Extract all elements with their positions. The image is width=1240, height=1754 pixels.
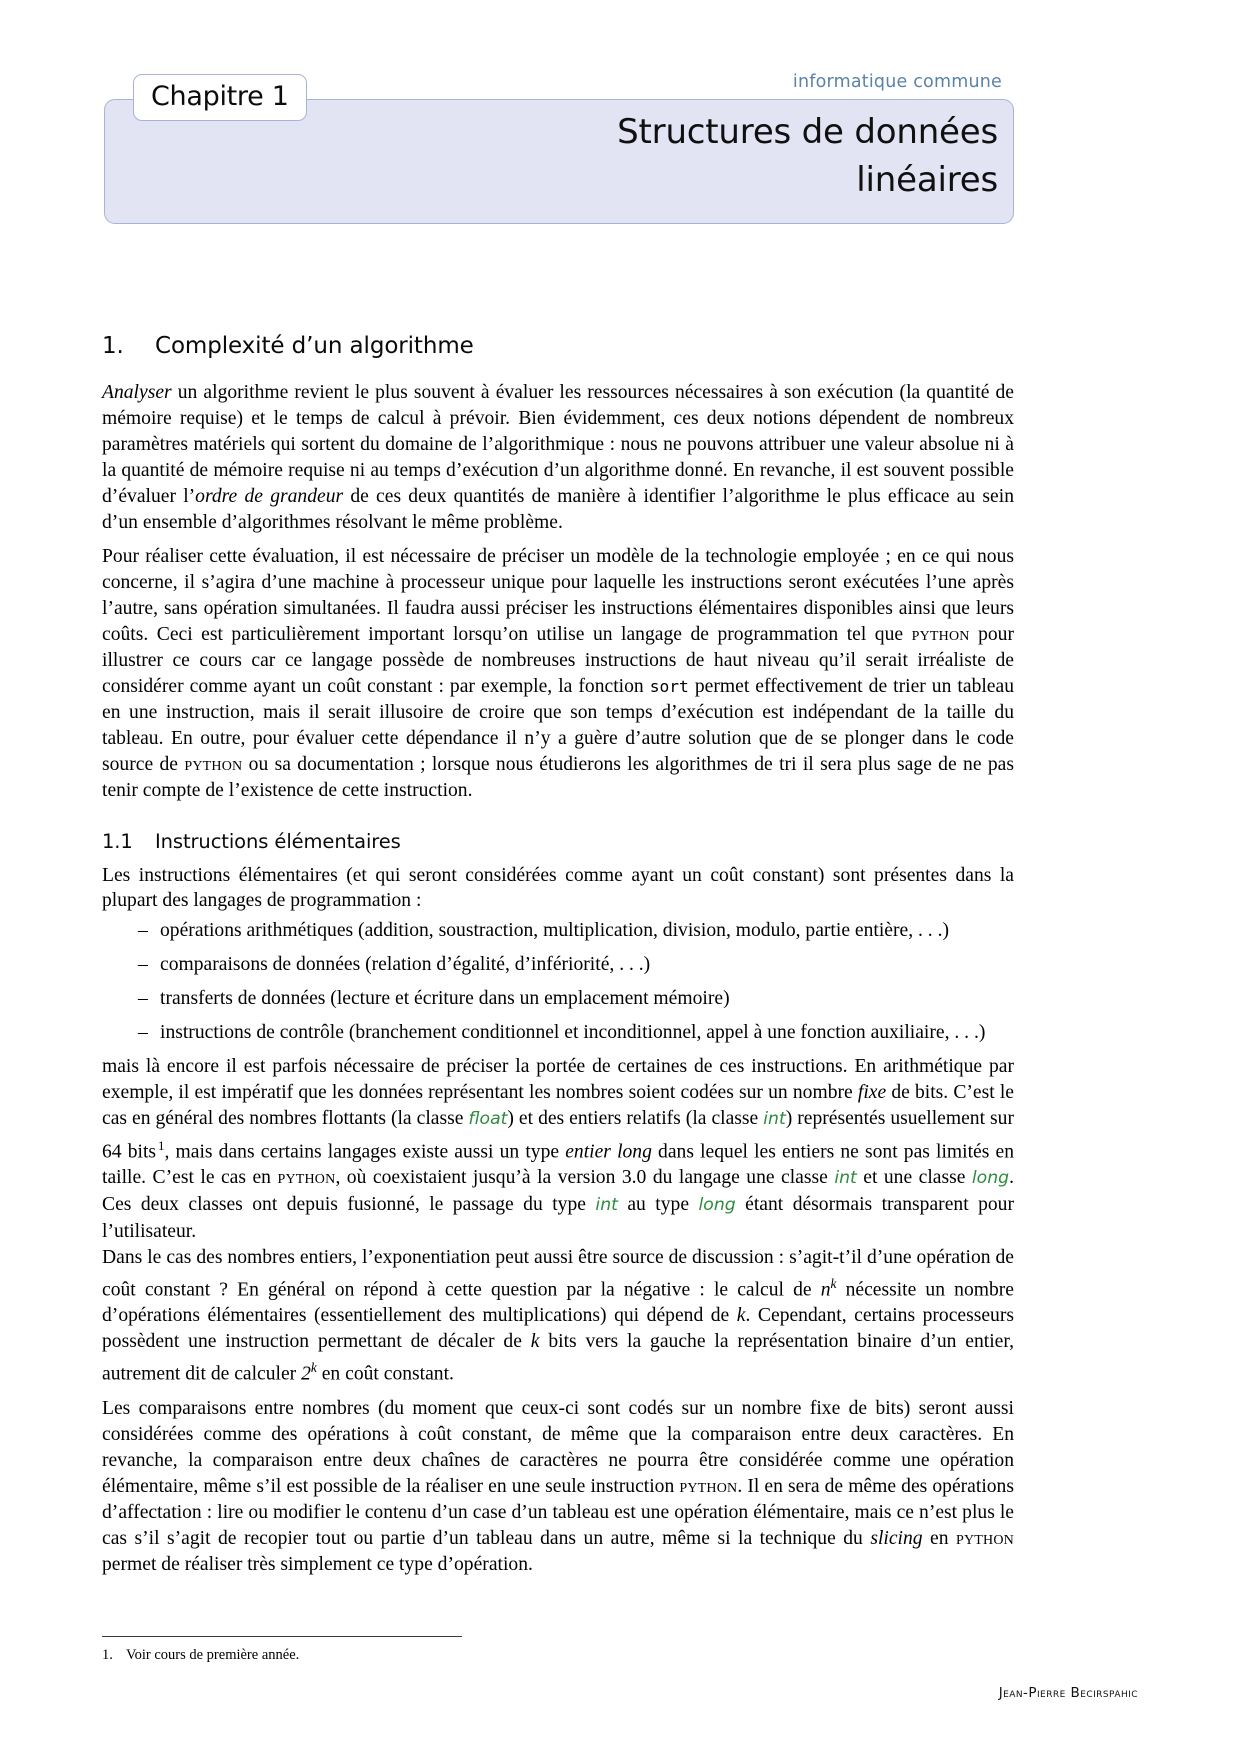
footnote-separator-rule: [102, 1636, 462, 1637]
paragraph-comparaisons-text-3: en: [922, 1527, 956, 1549]
inline-python-1: python: [911, 624, 970, 646]
paragraph-portee-text-2: de bits. C’est le cas en général des nombres flottants (la classe: [102, 1081, 1014, 1129]
emphasis-slicing: slicing: [870, 1527, 923, 1549]
keyword-int-1: int: [763, 1108, 786, 1129]
section-heading-1: [102, 333, 1014, 359]
math-n-exponent: k: [830, 1275, 837, 1291]
paragraph-evaluation-text-4: ou sa documentation ; lorsque nous étudierons les algorithmes de tri il sera plus sage de ne pas tenir compte de l’existence de cette instruction.: [102, 753, 1014, 801]
paragraph-analyser: [102, 380, 1014, 535]
paragraph-comparaisons-text-4: permet de réaliser très simplement ce type d’opération.: [102, 1553, 533, 1575]
chapter-tag: Chapitre 1: [133, 74, 307, 121]
inline-python-5: python: [956, 1527, 1014, 1549]
keyword-long-2: long: [698, 1195, 736, 1215]
inline-python-4: python: [679, 1476, 738, 1498]
paragraph-portee-text-8: et une classe: [856, 1167, 972, 1189]
keyword-int-3: int: [595, 1195, 618, 1215]
list-item: [138, 918, 1014, 944]
dash-bullet-icon: –: [138, 920, 148, 942]
emphasis-fixe: fixe: [857, 1081, 887, 1103]
paragraph-portee-text-6: dans lequel les entiers ne sont pas limités en taille. C’est le cas en: [102, 1141, 1014, 1189]
paragraph-evaluation-text-1: Pour réaliser cette évaluation, il est nécessaire de préciser un modèle de la technologie employée ; en ce qui nous concerne, il s’agira d’une machine à processeur unique pour laquelle les instructions seront exécutées l’une après l’autre, sans opération simultanées. Il faudra aussi préciser les instructions élémentaires disponibles ainsi que leurs coûts. Ceci est particulièrement important lorsqu’on utilise un langage de programmation tel que: [102, 546, 1014, 646]
keyword-long-1: long: [971, 1168, 1010, 1189]
footnote-item: [102, 1646, 1014, 1665]
math-2-exponent: k: [310, 1359, 317, 1375]
dash-bullet-icon: –: [138, 1022, 148, 1044]
section-number: 1.: [102, 333, 124, 359]
list-item-label: comparaisons de données (relation d’égalité, d’infériorité, . . .): [160, 954, 651, 976]
list-item: [138, 952, 1014, 978]
list-item-label: opérations arithmétiques (addition, soustraction, multiplication, division, modulo, partie entière, . . .): [160, 920, 950, 942]
math-k-1: k: [736, 1305, 746, 1327]
paragraph-portee-text-10: au type: [617, 1194, 699, 1215]
footnote-text: Voir cours de première année.: [126, 1647, 300, 1663]
paragraph-portee-text-11: étant désormais transparent pour l’utilisateur.: [102, 1194, 1015, 1242]
keyword-int-2: int: [834, 1168, 857, 1189]
list-item: [138, 1020, 1014, 1046]
list-item-label: instructions de contrôle (branchement conditionnel et inconditionnel, appel à une fonction auxiliaire, . . .): [160, 1022, 986, 1044]
emphasis-ordre-de-grandeur: ordre de grandeur: [195, 485, 344, 507]
subsection-heading-1-1: [102, 830, 1014, 853]
footnote-number: 1.: [102, 1647, 113, 1663]
elementary-instructions-list: [102, 918, 1014, 1046]
page-footer-author: Jean-Pierre Becirspahic: [998, 1685, 1138, 1701]
document-body: [102, 333, 1014, 1587]
paragraph-instructions-intro: Les instructions élémentaires (et qui seront considérées comme ayant un coût constant) sont présentes dans la plupart des langages de programmation :: [102, 864, 1014, 912]
paragraph-analyser-text-2: de ces deux quantités de manière à identifier l’algorithme le plus efficace au sein d’un ensemble d’algorithmes résolvant le même problème.: [102, 485, 1014, 533]
paragraph-portee-text-4: ) représentés usuellement sur 64 bits: [102, 1107, 1014, 1163]
dash-bullet-icon: –: [138, 954, 148, 976]
paragraph-exponentiation-text-5: en coût constant.: [316, 1363, 454, 1385]
document-title-line-2: linéaires: [856, 160, 998, 201]
paragraph-evaluation-text-3: permet effectivement de trier un tableau en une instruction, mais il serait illusoire de croire que son temps d’exécution est indépendant de la taille du tableau. En outre, pour évaluer cette dépendance il n’y a guère d’autre solution que de se plonger dans le code source de: [102, 675, 1014, 775]
document-title: [358, 108, 998, 205]
math-k-2: k: [530, 1331, 540, 1353]
inline-code-sort: sort: [649, 676, 689, 696]
keyword-float: float: [468, 1108, 508, 1129]
inline-python-2: python: [184, 753, 243, 775]
paragraph-portee-text-9: . Ces deux classes ont depuis fusionné, le passage du type: [102, 1167, 1014, 1215]
header-eyebrow-label: informatique commune: [792, 72, 1002, 92]
paragraph-exponentiation-text-3: . Cependant, certains processeurs possèdent une instruction permettant de décaler de: [102, 1305, 1014, 1353]
emphasis-analyser: Analyser: [102, 382, 172, 403]
paragraph-exponentiation-text-4: bits vers la gauche la représentation binaire d’un entier, autrement dit de calculer: [102, 1331, 1014, 1385]
paragraph-comparaisons-text-1: Les comparaisons entre nombres (du moment que ceux-ci sont codés sur un nombre fixe de bits) seront aussi considérées comme des opérations à coût constant, de même que la comparaison entre deux caractères. En revanche, la comparaison entre deux chaînes de caractères ne pourra être considérée comme une opération élémentaire, même s’il est possible de la réaliser en une seule instruction: [102, 1398, 1014, 1498]
math-n-base: n: [820, 1279, 831, 1301]
paragraph-comparaisons-text-2: . Il en sera de même des opérations d’affectation : lire ou modifier le contenu d’un case d’un tableau est une opération élémentaire, mais ce n’est plus le cas s’il s’agit de recopier tout ou partie d’un tableau dans un autre, même si la technique du: [102, 1476, 1014, 1549]
page-header: [104, 74, 1016, 226]
list-item: [138, 986, 1014, 1012]
paragraph-portee-text-1: mais là encore il est parfois nécessaire de préciser la portée de certaines de ces instructions. En arithmétique par exemple, il est impératif que les données représentant les nombres soient codées sur un nombre: [102, 1055, 1014, 1103]
document-title-line-1: Structures de données: [617, 112, 998, 152]
section-title: Complexité d’un algorithme: [155, 333, 474, 359]
subsection-title: Instructions élémentaires: [155, 829, 401, 853]
emphasis-entier-long: entier long: [565, 1141, 652, 1163]
paragraph-portee-text-5: , mais dans certains langages existe aussi un type: [164, 1141, 566, 1163]
subsection-number: 1.1: [102, 829, 133, 853]
footnote-area: [102, 1636, 1014, 1665]
list-item-label: transferts de données (lecture et écriture dans un emplacement mémoire): [160, 988, 730, 1010]
paragraph-portee-text-7: , où coexistaient jusqu’à la version 3.0 du langage une classe: [335, 1167, 835, 1189]
paragraph-portee: [102, 1054, 1014, 1245]
paragraph-exponentiation: [102, 1245, 1014, 1388]
paragraph-evaluation-text-2: pour illustrer ce cours car ce langage possède de nombreuses instructions de haut niveau qu’il serait irréaliste de considérer comme ayant un coût constant : par exemple, la fonction: [102, 624, 1014, 697]
paragraph-exponentiation-text-1: Dans le cas des nombres entiers, l’exponentiation peut aussi être source de discussion : s’agit-t’il d’une opération de coût constant ? En général on répond à cette question par la négative : le calcul de: [102, 1246, 1014, 1301]
paragraph-portee-text-3: ) et des entiers relatifs (la classe: [507, 1107, 764, 1129]
paragraph-evaluation: [102, 544, 1014, 803]
paragraph-analyser-text-1: un algorithme revient le plus souvent à évaluer les ressources nécessaires à son exécution (la quantité de mémoire requise) et le temps de calcul à prévoir. Bien évidemment, ces deux notions dépendent de nombreux paramètres matériels qui sortent du domaine de l’algorithmique : nous ne pouvons attribuer une valeur absolue ni à la quantité de mémoire requise ni au temps d’exécution d’un algorithme donné. En revanche, il est souvent possible d’évaluer l’: [102, 382, 1014, 507]
paragraph-comparaisons: [102, 1396, 1014, 1577]
inline-python-3: python: [277, 1167, 336, 1189]
dash-bullet-icon: –: [138, 988, 148, 1010]
math-2-base: 2: [301, 1363, 311, 1385]
footnote-marker-1[interactable]: 1: [158, 1137, 165, 1153]
paragraph-exponentiation-text-2: nécessite un nombre d’opérations élémentaires (essentiellement des multiplications) qui dépend de: [102, 1279, 1014, 1327]
